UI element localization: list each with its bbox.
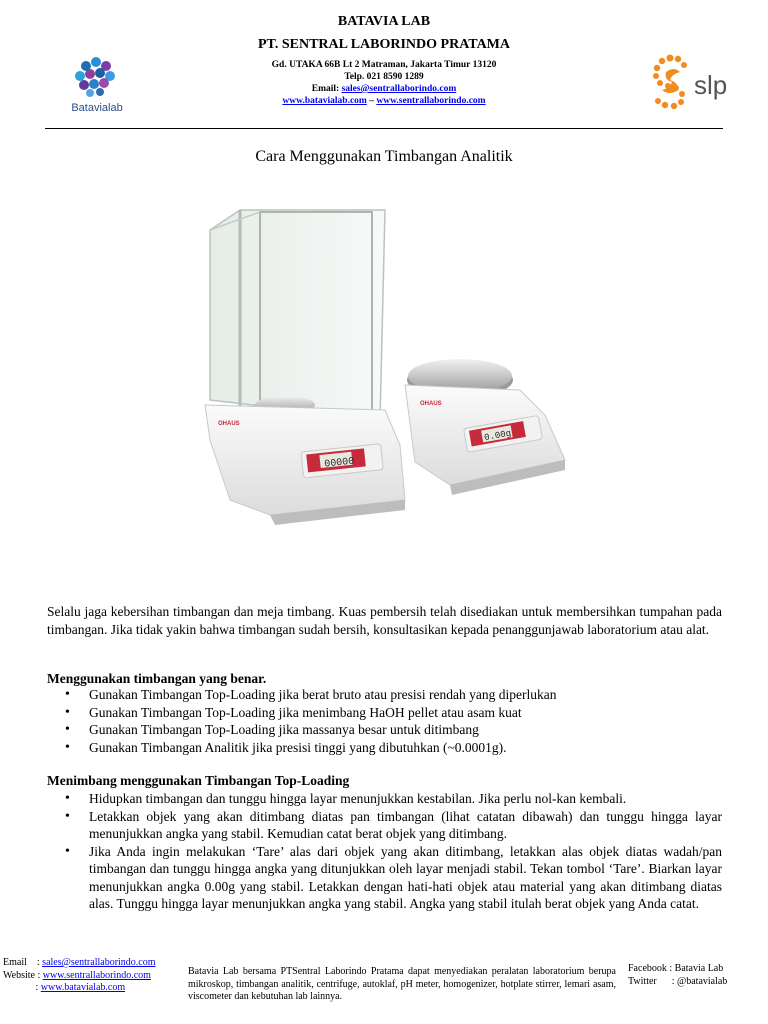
website-separator: – bbox=[366, 96, 377, 106]
website-line bbox=[150, 96, 618, 106]
header-divider bbox=[45, 128, 723, 129]
org-name-2: PT. SENTRAL LABORINDO PRATAMA bbox=[257, 37, 511, 52]
footer-description: Batavia Lab bersama PTSentral Laborindo Pratama dapat menyediakan peralatan laboratorium berupa mikroskop, timbangan analitik, centrifuge, autoklaf, pH meter, homogenizer, hotplate stirrer, lemari asam, viscometer dan kebutuhan lab lainnya. bbox=[188, 966, 616, 1002]
letterhead bbox=[0, 0, 768, 130]
footer-email-link[interactable]: sales@sentrallaborindo.com bbox=[42, 957, 156, 968]
batavialab-logo-text: Batavialab bbox=[71, 102, 123, 114]
brand-label-left: OHAUS bbox=[218, 421, 240, 427]
email-label: Email: bbox=[311, 84, 340, 94]
display-reading-right: 0.00g bbox=[483, 428, 512, 444]
org-name-1: BATAVIA LAB bbox=[337, 14, 431, 29]
footer-website-link-2[interactable]: www.batavialab.com bbox=[40, 982, 126, 993]
list-item: • Hidupkan timbangan dan tunggu hingga layar menunjukkan kestabilan. Jika perlu nol-kan kembali. bbox=[47, 790, 722, 808]
footer-social bbox=[628, 963, 768, 988]
telephone: Telp. 021 8590 1289 bbox=[344, 72, 424, 82]
section-1-list bbox=[47, 686, 722, 756]
list-item: • Gunakan Timbangan Top-Loading jika menimbang HaOH pellet atau asam kuat bbox=[47, 704, 722, 722]
section-heading-1: Menggunakan timbangan yang benar. bbox=[47, 671, 267, 686]
brand-label-right: OHAUS bbox=[420, 401, 442, 407]
footer bbox=[0, 954, 768, 1024]
footer-website-label: Website bbox=[3, 969, 35, 981]
list-item: • Gunakan Timbangan Top-Loading jika berat bruto atau presisi rendah yang diperlukan bbox=[47, 686, 722, 704]
list-item: • Gunakan Timbangan Analitik jika presisi tinggi yang dibutuhkan (~0.0001g). bbox=[47, 739, 722, 757]
intro-paragraph: Selalu jaga kebersihan timbangan dan meja timbang. Kuas pembersih telah disediakan untuk membersihkan tumpahan pada timbangan. Jika tidak yakin bahwa timbangan sudah bersih, konsultasikan kepada penanggunjawab laboratorium atau alat. bbox=[47, 604, 722, 637]
batavialab-logo bbox=[62, 52, 132, 122]
footer-contacts: Email : sales@sentrallaborindo.com Website : www.sentrallaborindo.com : www.batavialab.com bbox=[3, 957, 156, 993]
footer-twitter: Twitter : @batavialab bbox=[628, 975, 728, 987]
slp-swirl-icon bbox=[650, 52, 750, 110]
slp-logo-text: slp bbox=[694, 70, 728, 100]
balance-photo bbox=[190, 200, 590, 530]
analytical-balances-illustration bbox=[190, 200, 590, 530]
website-link-batavialab[interactable]: www.batavialab.com bbox=[282, 96, 367, 106]
email-link[interactable]: sales@sentrallaborindo.com bbox=[341, 84, 457, 94]
slp-logo bbox=[650, 52, 750, 110]
footer-facebook: Facebook : Batavia Lab bbox=[628, 963, 724, 974]
page-title: Cara Menggunakan Timbangan Analitik bbox=[255, 148, 513, 165]
list-item: • Gunakan Timbangan Top-Loading jika massanya besar untuk ditimbang bbox=[47, 721, 722, 739]
address: Gd. UTAKA 66B Lt 2 Matraman, Jakarta Timur 13120 bbox=[271, 60, 497, 70]
list-item: • Jika Anda ingin melakukan ‘Tare’ alas dari objek yang akan ditimbang, letakkan alas objek diatas wadah/pan timbangan dan tunggu hingga angka yang ditunjukkan oleh layar menjadi stabil. Tekan tombol ‘Tare’. Biarkan layar menunjukkan angka 0.00g yang stabil. Letakkan dengan hati-hati objek atau material yang akan ditimbang diatas alas. Tunggu hingga layar menunjukkan angka yang stabil. Angka yang stabil itulah berat objek yang Anda catat. bbox=[47, 843, 722, 913]
website-link-sentrallaborindo[interactable]: www.sentrallaborindo.com bbox=[376, 96, 486, 106]
display-reading-left: 00000 bbox=[323, 456, 355, 471]
footer-email-label: Email bbox=[3, 957, 27, 968]
footer-website-link-1[interactable]: www.sentrallaborindo.com bbox=[42, 969, 151, 981]
email-line bbox=[150, 84, 618, 94]
section-heading-2: Menimbang menggunakan Timbangan Top-Loading bbox=[47, 773, 350, 788]
section-2-list bbox=[47, 790, 722, 913]
list-item: • Letakkan objek yang akan ditimbang diatas pan timbangan (lihat catatan dibawah) dan tunggu hingga layar menunjukkan angka yang stabil. Kemudian catat berat objek yang ditimbang. bbox=[47, 808, 722, 843]
